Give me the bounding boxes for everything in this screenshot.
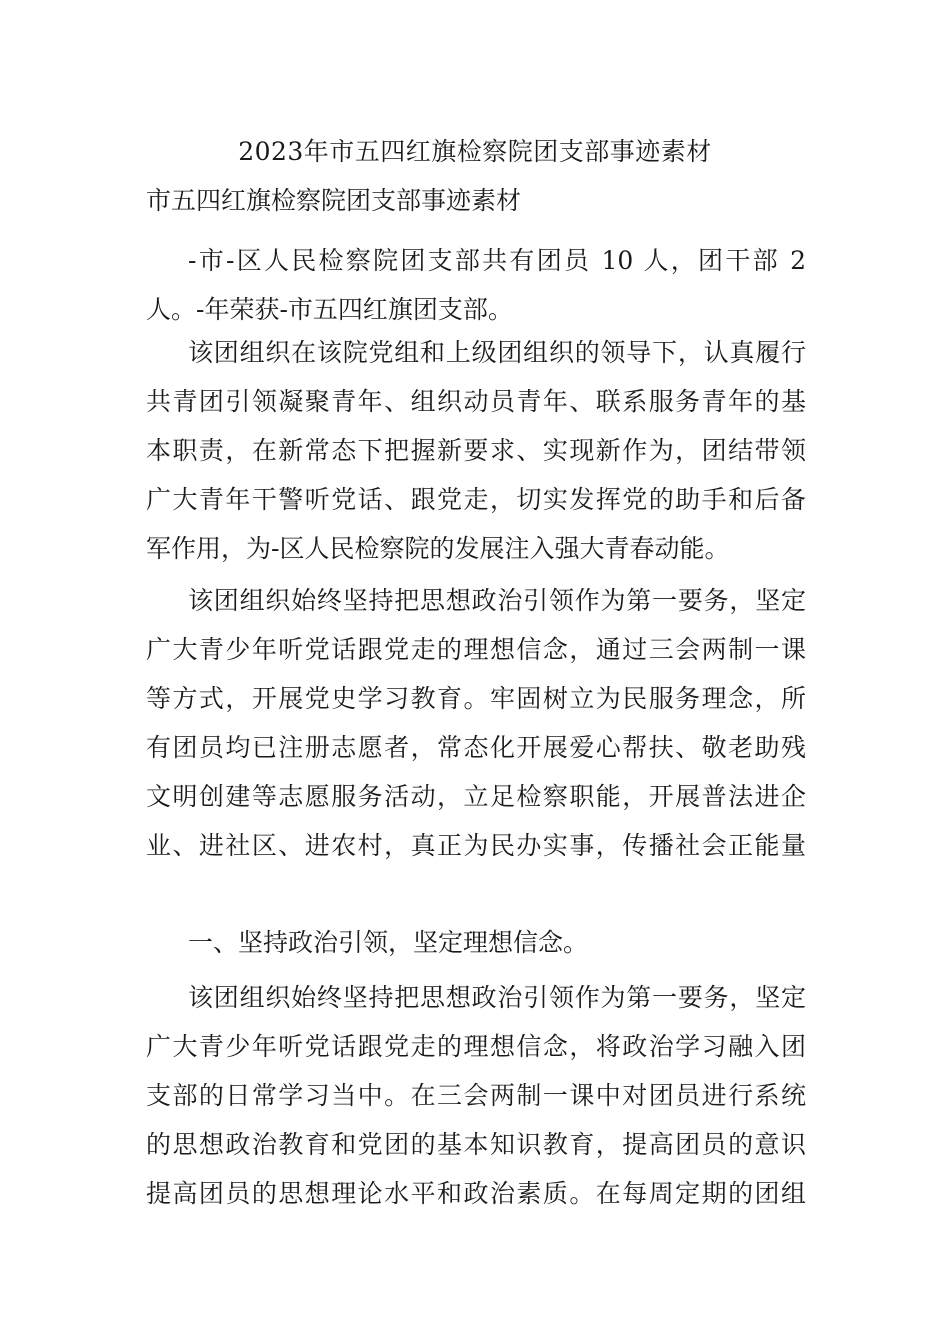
paragraph-line: -市-区人民检察院团支部共有团员 10 人，团干部 2 xyxy=(188,246,806,275)
paragraph-line: 广大青少年听党话跟党走的理想信念，将政治学习融入团 xyxy=(146,1032,806,1061)
paragraph-line: 文明创建等志愿服务活动，立足检察职能，开展普法进企 xyxy=(146,782,806,811)
paragraph-line: 该团组织始终坚持把思想政治引领作为第一要务，坚定 xyxy=(188,983,806,1012)
paragraph-line: 该团组织始终坚持把思想政治引领作为第一要务，坚定 xyxy=(188,586,806,615)
paragraph-line: 提高团员的思想理论水平和政治素质。在每周定期的团组 xyxy=(146,1179,806,1208)
paragraph-line: 广大青少年听党话跟党走的理想信念，通过三会两制一课 xyxy=(146,635,806,664)
paragraph-line: 本职责，在新常态下把握新要求、实现新作为，团结带领 xyxy=(146,436,806,465)
paragraph-line: 人。-年荣获-市五四红旗团支部。 xyxy=(146,295,513,324)
document-subtitle: 市五四红旗检察院团支部事迹素材 xyxy=(146,186,522,215)
paragraph-line: 等方式，开展党史学习教育。牢固树立为民服务理念，所 xyxy=(146,684,806,713)
paragraph-line: 支部的日常学习当中。在三会两制一课中对团员进行系统 xyxy=(146,1081,806,1110)
paragraph-intro xyxy=(146,236,806,334)
paragraph-political-guidance xyxy=(146,973,806,1218)
paragraph-line: 的思想政治教育和党团的基本知识教育，提高团员的意识 xyxy=(146,1130,806,1159)
paragraph-line: 军作用，为-区人民检察院的发展注入强大青春动能。 xyxy=(146,534,730,563)
paragraph-activities xyxy=(146,576,806,870)
paragraph-line: 共青团引领凝聚青年、组织动员青年、联系服务青年的基 xyxy=(146,387,806,416)
paragraph-overview xyxy=(146,328,806,573)
document-title: 2023年市五四红旗检察院团支部事迹素材 xyxy=(238,137,712,166)
paragraph-line: 该团组织在该院党组和上级团组织的领导下，认真履行 xyxy=(188,338,806,367)
paragraph-line: 业、进社区、进农村，真正为民办实事，传播社会正能量 xyxy=(146,831,806,860)
paragraph-line: 有团员均已注册志愿者，常态化开展爱心帮扶、敬老助残 xyxy=(146,733,806,762)
paragraph-line: 广大青年干警听党话、跟党走，切实发挥党的助手和后备 xyxy=(146,485,806,514)
section-heading: 一、坚持政治引领，坚定理想信念。 xyxy=(188,928,589,957)
